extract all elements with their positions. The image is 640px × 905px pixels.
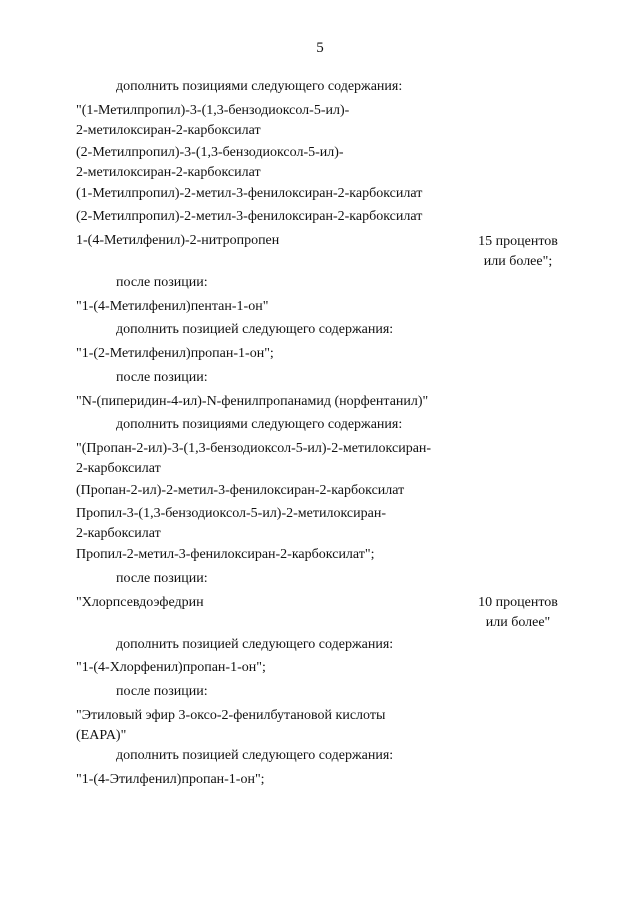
list-item: "Этиловый эфир 3-оксо-2-фенилбутановой кислоты (EAPA)" [76, 708, 386, 743]
page-number: 5 [316, 40, 324, 56]
instruction-after-position: после позиции: [116, 370, 208, 385]
list-item: "1-(2-Метилфенил)пропан-1-он"; [76, 346, 274, 361]
list-item: "1-(4-Этилфенил)пропан-1-он"; [76, 772, 265, 787]
list-item: Пропил-2-метил-3-фенилоксиран-2-карбоксилат"; [76, 547, 375, 562]
list-item: "(Пропан-2-ил)-3-(1,3-бензодиоксол-5-ил)-2-метилоксиран- 2-карбоксилат [76, 441, 432, 476]
instruction-add-positions: дополнить позициями следующего содержания: [116, 417, 403, 432]
instruction-add-position: дополнить позицией следующего содержания: [116, 748, 394, 763]
list-item: Пропил-3-(1,3-бензодиоксол-5-ил)-2-метилоксиран- 2-карбоксилат [76, 506, 386, 541]
instruction-add-position: дополнить позицией следующего содержания: [116, 637, 394, 652]
list-item: (1-Метилпропил)-2-метил-3-фенилоксиран-2-карбоксилат [76, 186, 423, 201]
instruction-add-position: дополнить позицией следующего содержания: [116, 322, 394, 337]
list-item: (2-Метилпропил)-2-метил-3-фенилоксиран-2-карбоксилат [76, 209, 423, 224]
instruction-add-positions: дополнить позициями следующего содержания: [116, 79, 403, 94]
list-item: 1-(4-Метилфенил)-2-нитропропен [76, 233, 280, 248]
list-item: "Хлорпсевдоэфедрин [76, 595, 204, 610]
instruction-after-position: после позиции: [116, 275, 208, 290]
threshold-amount: 15 процентов или более"; [478, 234, 558, 269]
list-item: (Пропан-2-ил)-2-метил-3-фенилоксиран-2-карбоксилат [76, 483, 405, 498]
list-item: "1-(4-Хлорфенил)пропан-1-он"; [76, 660, 266, 675]
instruction-after-position: после позиции: [116, 571, 208, 586]
list-item: "1-(4-Метилфенил)пентан-1-он" [76, 299, 269, 314]
threshold-amount: 10 процентов или более" [478, 595, 558, 630]
list-item: (2-Метилпропил)-3-(1,3-бензодиоксол-5-ил)- 2-метилоксиран-2-карбоксилат [76, 145, 344, 180]
list-item: "N-(пиперидин-4-ил)-N-фенилпропанамид (норфентанил)" [76, 394, 429, 409]
instruction-after-position: после позиции: [116, 684, 208, 699]
list-item: "(1-Метилпропил)-3-(1,3-бензодиоксол-5-ил)- 2-метилоксиран-2-карбоксилат [76, 103, 350, 138]
